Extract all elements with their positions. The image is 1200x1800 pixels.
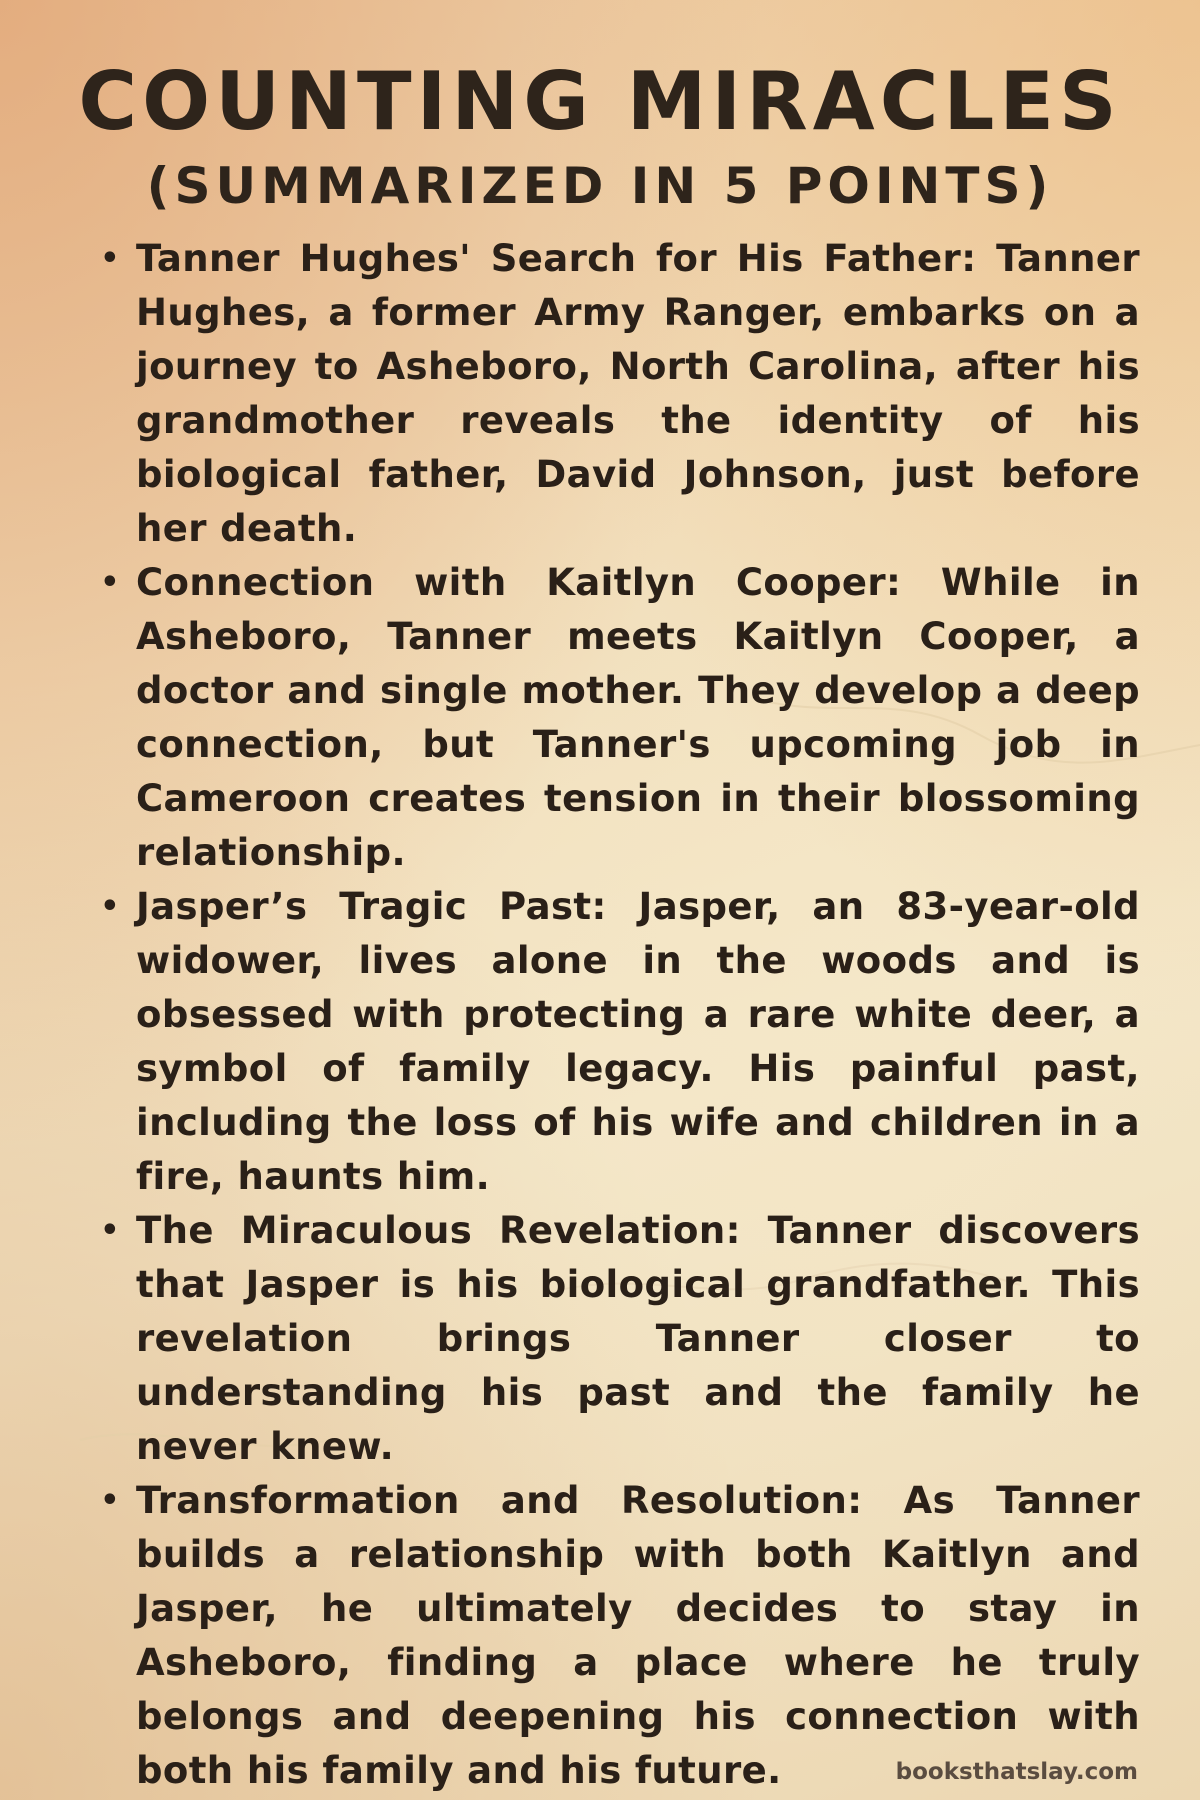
bullet-icon: • (100, 1483, 120, 1518)
point-heading: Connection with Kaitlyn Cooper: (136, 561, 941, 604)
point-text: Tanner Hughes, a former Army Ranger, embarks on a journey to Asheboro, North Carolina, after his grandmother reveals the identity of his biological father, David Johnson, just before her death. (136, 237, 1140, 550)
point-text: As Tanner builds a relationship with both Kaitlyn and Jasper, he ultimately decides to stay in Asheboro, finding a place where he truly belongs and deepening his connection with both his family and his future. (136, 1479, 1140, 1792)
point-text: While in Asheboro, Tanner meets Kaitlyn Cooper, a doctor and single mother. They develop a deep connection, but Tanner's upcoming job in Cameroon creates tension in their blossoming relationship. (136, 561, 1140, 874)
summary-point (100, 1474, 1140, 1798)
site-watermark: booksthatslay.com (895, 1759, 1138, 1785)
page-title: COUNTING MIRACLES (78, 55, 1122, 148)
point-heading: The Miraculous Revelation: (136, 1209, 768, 1252)
summary-point (100, 556, 1140, 880)
summary-point (100, 232, 1140, 556)
point-heading: Transformation and Resolution: (136, 1479, 904, 1522)
summary-point (100, 880, 1141, 1204)
point-heading: Jasper’s Tragic Past: (136, 885, 639, 928)
page-subtitle: (SUMMARIZED IN 5 POINTS) (146, 157, 1054, 215)
bullet-icon: • (100, 565, 120, 600)
bullet-icon: • (100, 241, 120, 276)
summary-points-list (100, 232, 1141, 1798)
bullet-icon: • (100, 889, 120, 924)
point-text: Jasper, an 83-year-old widower, lives alone in the woods and is obsessed with protecting a rare white deer, a symbol of family legacy. His painful past, including the loss of his wife and children in a fire, haunts him. (136, 885, 1141, 1198)
bullet-icon: • (100, 1213, 120, 1248)
point-heading: Tanner Hughes' Search for His Father: (136, 237, 997, 280)
point-text: Tanner discovers that Jasper is his biological grandfather. This revelation brings Tanner closer to understanding his past and the family he never knew. (136, 1209, 1140, 1468)
summary-point (100, 1204, 1140, 1474)
